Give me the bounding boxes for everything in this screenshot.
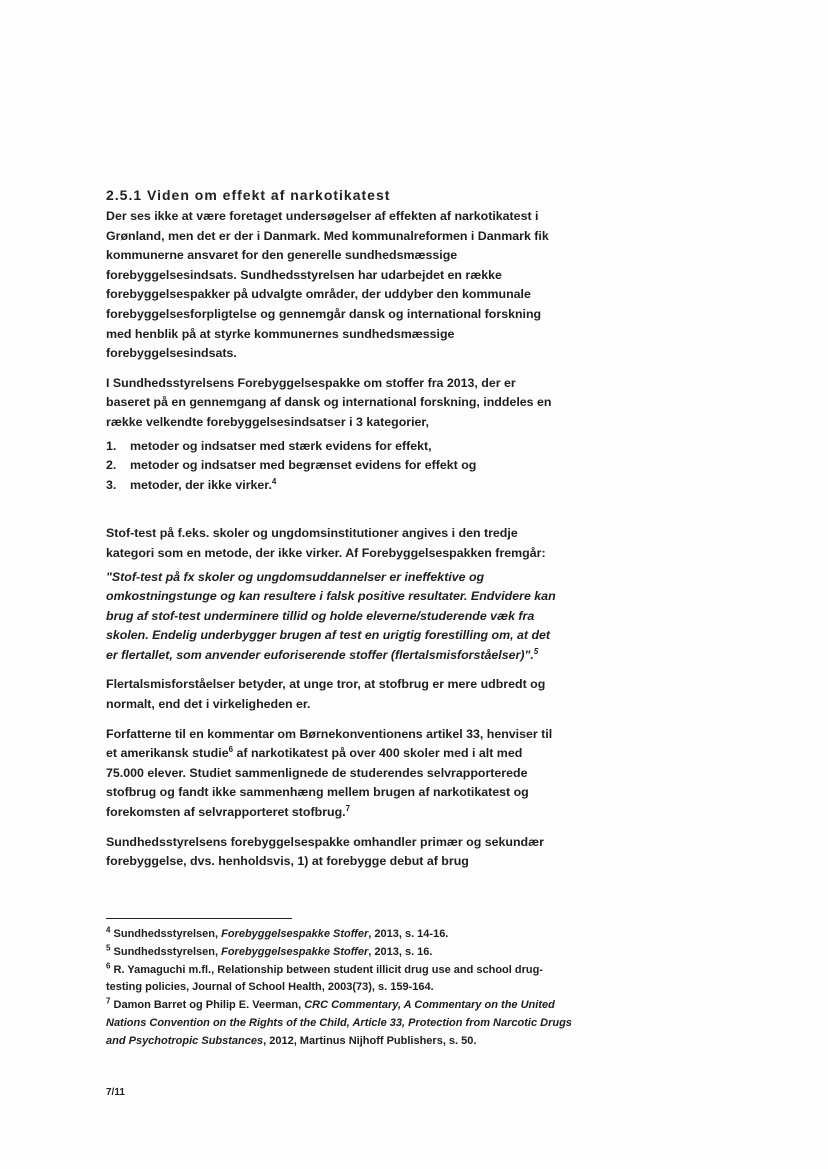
body-text (106, 207, 561, 882)
section-heading: 2.5.1 Viden om effekt af narkotikatest (106, 187, 391, 203)
paragraph-flertal: Flertalsmisforståelser betyder, at unge tror, at stofbrug er mere udbredt og normalt, end det i virkeligheden er. (106, 677, 546, 712)
footnote-ref: 5 (533, 646, 539, 656)
paragraph-prevention: Sundhedsstyrelsens forebyggelsespakke omhandler primær og sekundær forebyggelse, dvs. henholdsvis, 1) at forebygge debut af brug (106, 834, 544, 869)
paragraph-stof-test: Stof-test på f.eks. skoler og ungdomsinstitutioner angives i den tredje kategori som en metode, der ikke virker. Af Forebyggelsespakken fremgår: (106, 526, 546, 560)
list-item: 2. metoder og indsatser med begrænset evidens for effekt og (106, 458, 477, 473)
footnote-divider (106, 918, 292, 919)
footnotes (106, 926, 576, 1051)
page-number: 7/11 (106, 1087, 125, 1098)
list-item: 3. metoder, der ikke virker.$^4$ (106, 476, 277, 492)
footnote-ref: 4 (271, 476, 277, 486)
paragraph-study: Forfatterne til en kommentar om Børnekonventionens artikel 33, henviser til et amerikansk studie$^6$ af narkotikatest på over 400 skoler med i alt med 75.000 elever. Studiet sammenlignede de studerendes selvrapporterede stofbrug og fandt ikke sammenhæng mellem brugen af narkotikatest og forekomsten af selvrapporteret stofbrug.$^7$ (106, 726, 553, 820)
footnote: $^4$ Sundhedsstyrelsen, Forebyggelsespakke Stoffer, 2013, s. 14-16. (106, 925, 449, 940)
paragraph-categories: I Sundhedsstyrelsens Forebyggelsespakke om stoffer fra 2013, der er baseret på en gennemgang af dansk og international forskning, inddeles en række velkendte forebyggelsesindsatser i 3 kategorier, (106, 375, 552, 429)
footnote-ref: 7 (345, 803, 351, 813)
footnote: $^6$ R. Yamaguchi m.fl., Relationship between student illicit drug use and school drug-testing policies, Journal of School Health, 2003(73), s. 159-164. (106, 960, 543, 994)
footnote: $^5$ Sundhedsstyrelsen, Forebyggelsespakke Stoffer, 2013, s. 16. (106, 943, 433, 958)
category-list (106, 437, 561, 496)
footnote: $^7$ Damon Barret og Philip E. Veerman, CRC Commentary, A Commentary on the United Nations Convention on the Rights of the Child, Article 33, Protection from Narcotic Drugs and Psychotropic Substances, 2012, Martinus Nijhoff Publishers, s. 50. (106, 996, 572, 1047)
footnote-ref: 6 (228, 745, 234, 755)
list-item: 1. metoder og indsatser med stærk evidens for effekt, (106, 438, 432, 453)
paragraph-intro: Der ses ikke at være foretaget undersøgelser af effekten af narkotikatest i Grønland, men det er der i Danmark. Med kommunalreformen i Danmark fik kommunerne ansvaret for den generelle sundhedsmæssige forebyggelsesindsats. Sundhedsstyrelsen har udarbejdet en række forebyggelsespakker på udvalgte områder, der uddyber den kommunale forebyggelsesforpligtelse og gennemgår dansk og international forskning med henblik på at styrke kommunernes sundhedsmæssige forebyggelsesindsats. (106, 209, 549, 361)
block-quote: "Stof-test på fx skoler og ungdomsuddannelser er ineffektive og omkostningstunge og kan resultere i falsk positive resultater. Endvidere kan brug af stof-test underminere tillid og holde eleverne/studerende væk fra skolen. Endelig underbygger brugen af test en urigtig forestilling om, at det er flertallet, som anvender euforiserende stoffer (flertalsmisforståelser)".$^5$ (106, 569, 556, 662)
